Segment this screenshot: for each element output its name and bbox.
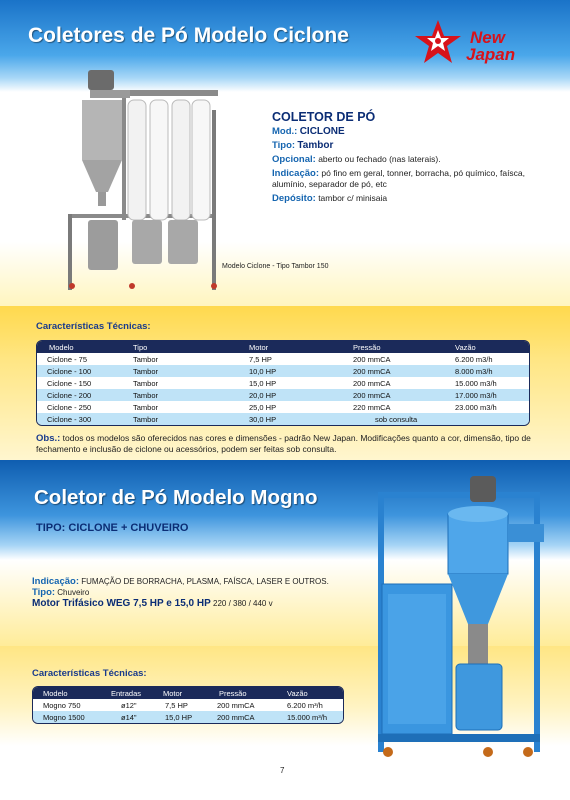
col-header: Vazão	[287, 689, 308, 698]
table-cell: Tambor	[133, 403, 159, 412]
tech-table-mogno	[32, 686, 344, 724]
table-cell: Tambor	[133, 367, 159, 376]
indicacao-label-mogno: Indicação:	[32, 576, 79, 587]
table-cell: Tambor	[133, 415, 159, 424]
table-cell: 8.000 m3/h	[455, 367, 493, 376]
product-heading: COLETOR DE PÓ	[272, 110, 376, 124]
table-cell: 220 mmCA	[353, 403, 391, 412]
tipo-value-mogno: Chuveiro	[57, 588, 90, 597]
col-header: Motor	[163, 689, 183, 698]
table-cell: ø12"	[121, 701, 137, 710]
table-cell: 200 mmCA	[353, 355, 391, 364]
table-row	[37, 401, 529, 413]
page-title-ciclone: Coletores de Pó Modelo Ciclone	[28, 24, 349, 47]
image-caption-ciclone: Modelo Ciclone - Tipo Tambor 150	[222, 263, 329, 270]
col-header: Modelo	[43, 689, 68, 698]
tech-table-ciclone	[36, 340, 530, 426]
table-cell: 15,0 HP	[165, 713, 193, 722]
table-row	[33, 699, 343, 711]
col-header: Vazão	[455, 343, 476, 352]
table-cell: 25,0 HP	[249, 403, 277, 412]
col-header: Entradas	[111, 689, 142, 698]
ciclone-machine-photo	[60, 70, 220, 290]
obs-label: Obs.:	[36, 433, 61, 444]
table-cell: 200 mmCA	[353, 391, 391, 400]
table-cell: 200 mmCA	[353, 367, 391, 376]
indicacao-row	[272, 168, 552, 190]
mod-row	[272, 126, 552, 137]
tipo-label-mogno: Tipo:	[32, 587, 56, 598]
page-number: 7	[280, 766, 285, 775]
tech-specs-label: Características Técnicas:	[36, 321, 151, 332]
table-cell: Ciclone - 300	[47, 415, 92, 424]
mogno-machine-photo	[358, 464, 548, 764]
mod-label: Mod.:	[272, 126, 298, 137]
table-row	[37, 389, 529, 401]
table-cell: Tambor	[133, 355, 159, 364]
col-header: Tipo	[133, 343, 148, 352]
logo-word-new: New	[470, 28, 505, 47]
table-cell: Ciclone - 150	[47, 379, 92, 388]
table-cell: 15.000 m³/h	[287, 713, 328, 722]
deposito-label: Depósito:	[272, 193, 316, 204]
table-cell: 7,5 HP	[165, 701, 188, 710]
table-row	[37, 413, 529, 425]
star-logo-icon	[414, 18, 462, 66]
table-cell: Ciclone - 100	[47, 367, 92, 376]
opcional-row	[272, 154, 552, 165]
table-row	[37, 353, 529, 365]
col-header: Motor	[249, 343, 269, 352]
col-header: Modelo	[49, 343, 74, 352]
table-cell: 20,0 HP	[249, 391, 277, 400]
motor-value-mogno: 220 / 380 / 440 v	[213, 599, 273, 608]
table-cell: Tambor	[133, 379, 159, 388]
observation-note	[36, 433, 536, 455]
table-cell: 200 mmCA	[217, 713, 255, 722]
tech-specs-panel-ciclone	[0, 306, 570, 460]
obs-text: todos os modelos são oferecidos nas cores e dimensões - padrão New Japan. Modificações quanto a cor, dimensão, tipo de fechamento e inclusão de ciclone ou acessórios, podem ser feitas sob consulta.	[36, 433, 531, 454]
tipo-row-mogno	[32, 587, 329, 598]
table-cell: 30,0 HP	[249, 415, 277, 424]
table-cell: 17.000 m3/h	[455, 391, 497, 400]
table-cell: sob consulta	[375, 415, 418, 424]
indicacao-value: pó fino em geral, tonner, borracha, pó químico, faísca, alumínio, separador de pó, etc	[272, 168, 526, 189]
spec-block-ciclone	[272, 112, 552, 204]
indicacao-label: Indicação:	[272, 168, 319, 179]
indicacao-value-mogno: FUMAÇÃO DE BORRACHA, PLASMA, FAÍSCA, LASER E OUTROS.	[81, 577, 329, 586]
table-header	[33, 687, 343, 699]
logo-word-japan: Japan	[466, 45, 516, 64]
table-cell: 23.000 m3/h	[455, 403, 497, 412]
table-cell: 10,0 HP	[249, 367, 277, 376]
table-cell: 200 mmCA	[217, 701, 255, 710]
table-row	[33, 711, 343, 723]
table-cell: Ciclone - 75	[47, 355, 88, 364]
table-cell: 200 mmCA	[353, 379, 391, 388]
tipo-value: Tambor	[297, 140, 334, 151]
indicacao-row-mogno	[32, 576, 329, 587]
deposito-value: tambor c/ minisaia	[318, 193, 388, 203]
col-header: Pressão	[219, 689, 247, 698]
deposito-row	[272, 193, 552, 204]
table-cell: Mogno 1500	[43, 713, 85, 722]
col-header: Pressão	[353, 343, 381, 352]
motor-label-mogno: Motor Trifásico WEG 7,5 HP e 15,0 HP	[32, 598, 211, 609]
spec-block-mogno	[32, 576, 329, 609]
table-cell: 15,0 HP	[249, 379, 277, 388]
tipo-label: Tipo:	[272, 140, 296, 151]
opcional-value: aberto ou fechado (nas laterais).	[318, 154, 441, 164]
table-cell: 6.200 m3/h	[455, 355, 493, 364]
table-header	[37, 341, 529, 353]
tech-specs-label-mogno: Características Técnicas:	[32, 668, 147, 679]
opcional-label: Opcional:	[272, 154, 316, 165]
table-cell: 15.000 m3/h	[455, 379, 497, 388]
mod-value: CICLONE	[299, 126, 345, 137]
table-row	[37, 377, 529, 389]
table-cell: ø14"	[121, 713, 137, 722]
table-cell: 7,5 HP	[249, 355, 272, 364]
table-row	[37, 365, 529, 377]
tipo-row	[272, 140, 552, 151]
table-cell: 6.200 m³/h	[287, 701, 323, 710]
table-cell: Mogno 750	[43, 701, 81, 710]
table-cell: Ciclone - 200	[47, 391, 92, 400]
section-subtitle-mogno: TIPO: CICLONE + CHUVEIRO	[36, 522, 189, 534]
new-japan-logo	[414, 18, 540, 74]
table-cell: Tambor	[133, 391, 159, 400]
table-cell: Ciclone - 250	[47, 403, 92, 412]
motor-row-mogno	[32, 598, 329, 609]
section-title-mogno: Coletor de Pó Modelo Mogno	[34, 486, 318, 509]
